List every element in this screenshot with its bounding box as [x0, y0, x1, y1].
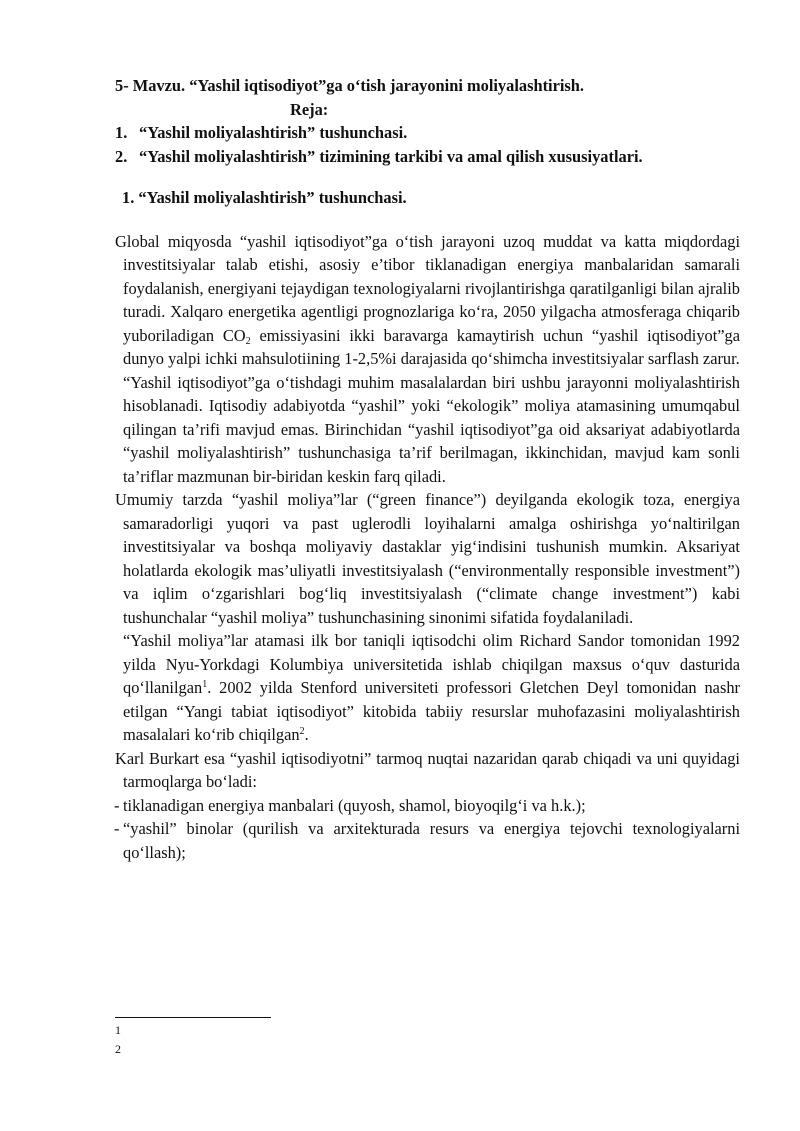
list-item: [115, 794, 740, 818]
document-body: [115, 74, 740, 864]
list-dash: -: [114, 795, 120, 815]
paragraph-2: “Yashil iqtisodiyot”ga o‘tishdagi muhim masalalardan biri ushbu jarayonni moliyalashtirish hisoblanadi. Iqtisodiy adabiyotda “yashil” yoki “ekologik” moliya atamasining umumqabul qilingan ta’rifi mavjud emas. Birinchidan “yashil iqtisodiyot”ga oid aksariyat adabiyotlarda “yashil moliyalashtirish” tushunchasiga ta’rif berilmagan, ikkinchidan, mavjud kam sonli ta’riflar mazmunan bir-biridan keskin farq qiladi.: [123, 372, 740, 486]
list-item-text: tiklanadigan energiya manbalari (quyosh, shamol, bioyoqilg‘i va h.k.);: [123, 795, 586, 815]
footnote-2: 2: [115, 1042, 121, 1056]
paragraph-1: [115, 230, 740, 371]
footnote-1: 1: [115, 1023, 121, 1037]
plan-item-2: [115, 145, 740, 169]
footnote-ref-1[interactable]: 1: [202, 679, 208, 690]
paragraph-5: Karl Burkart esa “yashil iqtisodiyotni” tarmoq nuqtai nazaridan qarab chiqadi va uni quyidagi tarmoqlarga bo‘ladi:: [115, 748, 740, 791]
list-item: [115, 817, 740, 864]
paragraph-1-text-a: Global miqyosda “yashil iqtisodiyot”ga o‘tish jarayoni uzoq muddat va katta miqdordagi investitsiyalar talab etishi, asosiy e’tibor tiklanadigan energiya manbalaridan samarali foydalanish, energiyani tejaydigan texnologiyalarni rivojlantirishga qaratilganligi bilan ajralib turadi. Xalqaro energetika agentligi prognozlariga ko‘ra, 2050 yilgacha atmosferaga chiqarib yuboriladigan CO: [115, 231, 740, 345]
paragraph-4-text-b: . 2002 yilda Stenford universiteti professori Gletchen Deyl tomonidan nashr etilgan “Yangi tabiat iqtisodiyot” kitobida tabiiy resurslar muhofazasini moliyalashtirish masalalari ko‘rib chiqilgan: [123, 678, 740, 744]
paragraph-4: [115, 629, 740, 747]
plan-item-text: “Yashil moliyalashtirish” tizimining tarkibi va amal qilish xususiyatlari.: [139, 146, 643, 166]
list-dash: -: [114, 819, 120, 838]
plan-item-text: “Yashil moliyalashtirish” tushunchasi.: [139, 123, 408, 142]
paragraph-3: Umumiy tarzda “yashil moliya”lar (“green finance”) deyilganda ekologik toza, energiya samaradorligi yuqori va past uglerodli loyihalarni amalga oshirishga yo‘naltirilgan investitsiyalar va boshqa moliyaviy dastaklar yig‘indisini tushunish mumkin. Aksariyat holatlarda ekologik mas’uliyatli investitsiyalash (“environmentally responsible investment”) va iqlim o‘zgarishlari bog‘liq investitsiyalash (“climate change investment”) kabi tushunchalar “yashil moliya” tushunchasining sinonimi sifatida foydalaniladi.: [115, 490, 740, 627]
section-heading: 1. “Yashil moliyalashtirish” tushunchasi.: [122, 188, 407, 207]
plan-heading: Reja:: [290, 99, 329, 119]
plan-item-number: 1.: [115, 123, 128, 142]
list-item-text: “yashil” binolar (qurilish va arxitekturada resurs va energiya tejovchi texnologiyalarni qo‘llash);: [123, 819, 740, 862]
plan-item-number: 2.: [115, 146, 128, 166]
footnote-separator: [115, 1017, 271, 1018]
paragraph-4-text-c: .: [304, 725, 309, 744]
paragraph-1-text-b: emissiyasini ikki baravarga kamaytirish uchun “yashil iqtisodiyot”ga dunyo yalpi ichki mahsulotiining 1-2,5%i darajasida qo‘shimcha investitsiyalar sarflash zarur.: [123, 325, 741, 368]
page-title: 5- Mavzu. “Yashil iqtisodiyot”ga o‘tish jarayonini moliyalashtirish.: [115, 76, 584, 95]
footnote-ref-2[interactable]: 2: [299, 726, 305, 737]
co2-subscript: 2: [245, 335, 251, 347]
paragraph-4-text-a: “Yashil moliya”lar atamasi ilk bor taniqli iqtisodchi olim Richard Sandor tomonidan 1992 yilda Nyu-Yorkdagi Kolumbiya universitetida ishlab chiqilgan maxsus o‘quv dasturida qo‘llanilgan: [123, 631, 740, 697]
plan-item-1: [115, 121, 740, 145]
